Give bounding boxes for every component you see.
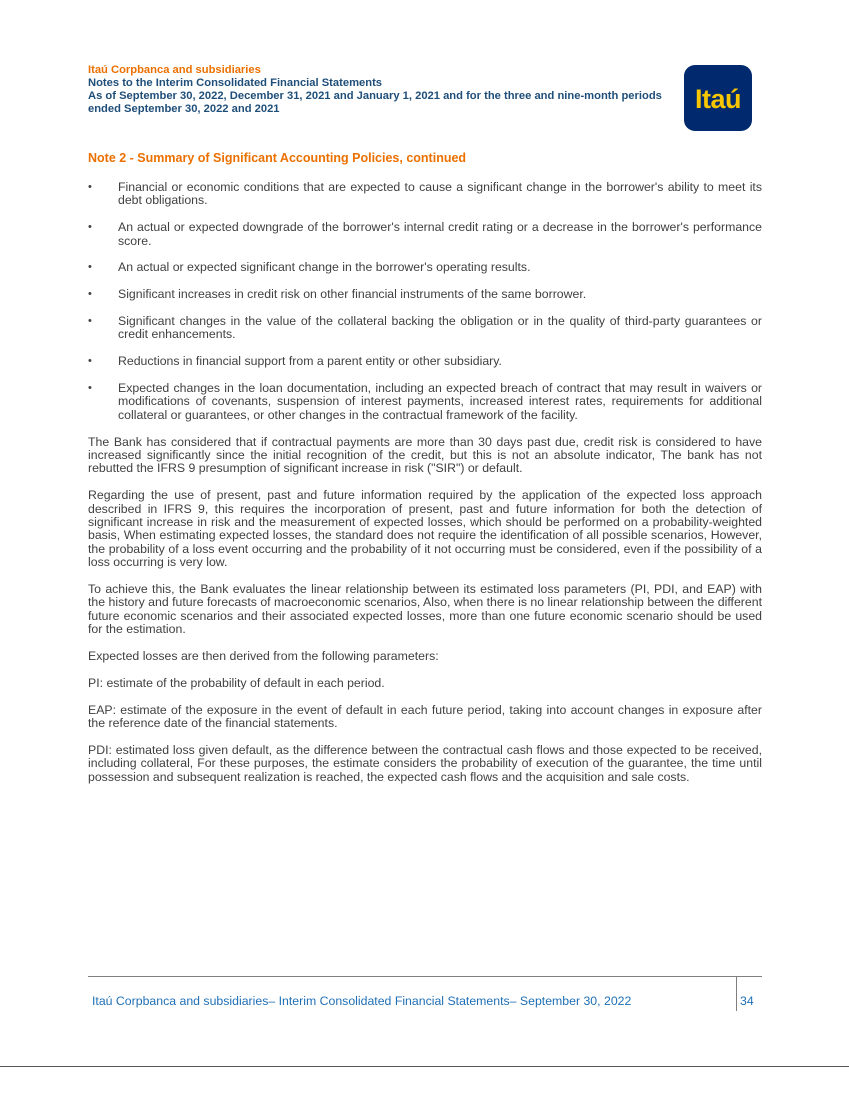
list-item <box>88 382 762 422</box>
note-title: Note 2 - Summary of Significant Accounting Policies, continued <box>88 151 467 165</box>
footer-text: Itaú Corpbanca and subsidiaries– Interim Consolidated Financial Statements– September 30, 2022 <box>92 994 632 1008</box>
footer-separator <box>736 977 737 1011</box>
bullet-icon: • <box>88 355 92 368</box>
bullet-icon: • <box>88 288 92 301</box>
header-company: Itaú Corpbanca and subsidiaries <box>88 64 261 76</box>
page-bottom-divider <box>0 1066 849 1067</box>
paragraph-past-due: The Bank has considered that if contractual payments are more than 30 days past due, credit risk is considered to have increased significantly since the initial recognition of the credit, but this is not an absolute indicator, The bank has not rebutted the IFRS 9 presumption of significant increase in risk ("SIR") or default. <box>88 434 762 476</box>
list-item <box>88 181 762 208</box>
header-period: As of September 30, 2022, December 31, 2021 and January 1, 2021 and for the three and nine-month periods ended September 30, 2022 and 2021 <box>88 90 662 115</box>
list-item-text: Significant changes in the value of the collateral backing the obligation or in the quality of third-party guarantees or credit enhancements. <box>118 314 762 342</box>
paragraph-pdi: PDI: estimated loss given default, as the difference between the contractual cash flows and those expected to be received, including collateral, For these purposes, the estimate considers the probability of execution of the guarantee, the time until possession and subsequent realization is reached, the expected cash flows and the acquisition and sale costs. <box>88 742 762 784</box>
list-item-text: Financial or economic conditions that are expected to cause a significant change in the borrower's ability to meet its debt obligations. <box>118 180 762 208</box>
list-item-text: An actual or expected significant change in the borrower's operating results. <box>118 260 531 275</box>
bullet-icon: • <box>88 315 92 327</box>
bullet-icon: • <box>88 181 92 193</box>
page-number: 34 <box>740 994 754 1008</box>
itau-logo <box>684 65 752 131</box>
list-item-text: Expected changes in the loan documentation, including an expected breach of contract that may result in waivers or modifications of covenants, suspension of interest payments, increased interest rates, requirements for additional collateral or guarantees, or other changes in the contractual framework of the facility. <box>118 381 762 422</box>
list-item-text: Significant increases in credit risk on other financial instruments of the same borrower. <box>118 287 587 302</box>
bullet-icon: • <box>88 261 92 274</box>
paragraph-forward-looking: Regarding the use of present, past and future information required by the application of the expected loss approach described in IFRS 9, this requires the incorporation of present, past and future information for both the detection of significant increase in risk and the measurement of expected losses, which should be performed on a probability-weighted basis, When estimating expected losses, the standard does not require the identification of all possible scenarios, However, the probability of a loss event occurring and the probability of it not occurring must be considered, even if the possibility of a loss occurring is very low. <box>88 488 762 570</box>
list-item <box>88 221 762 248</box>
paragraph-pi: PI: estimate of the probability of default in each period. <box>88 675 385 690</box>
paragraph-eap: EAP: estimate of the exposure in the event of default in each future period, taking into account changes in exposure after the reference date of the financial statements. <box>88 702 762 731</box>
footer-divider <box>88 976 762 977</box>
list-item-text: Reductions in financial support from a parent entity or other subsidiary. <box>118 354 502 369</box>
list-item <box>88 355 762 368</box>
list-item <box>88 261 762 274</box>
bullet-list <box>88 181 762 422</box>
logo-text: Itaú <box>694 84 741 114</box>
page-content <box>88 181 762 797</box>
page-header <box>88 64 668 116</box>
paragraph-linear-relationship: To achieve this, the Bank evaluates the linear relationship between its estimated loss parameters (PI, PDI, and EAP) with the history and future forecasts of macroeconomic scenarios, Also, when there is no linear relationship between the different future economic scenarios and their associated expected losses, more than one future economic scenario should be used for the estimation. <box>88 582 762 637</box>
list-item-text: An actual or expected downgrade of the borrower's internal credit rating or a decrease in the borrower's performance score. <box>118 220 762 248</box>
paragraph-parameters-intro: Expected losses are then derived from the following parameters: <box>88 649 439 664</box>
list-item <box>88 288 762 301</box>
header-title: Notes to the Interim Consolidated Financial Statements <box>88 77 383 89</box>
list-item <box>88 315 762 342</box>
bullet-icon: • <box>88 382 92 394</box>
bullet-icon: • <box>88 221 92 234</box>
